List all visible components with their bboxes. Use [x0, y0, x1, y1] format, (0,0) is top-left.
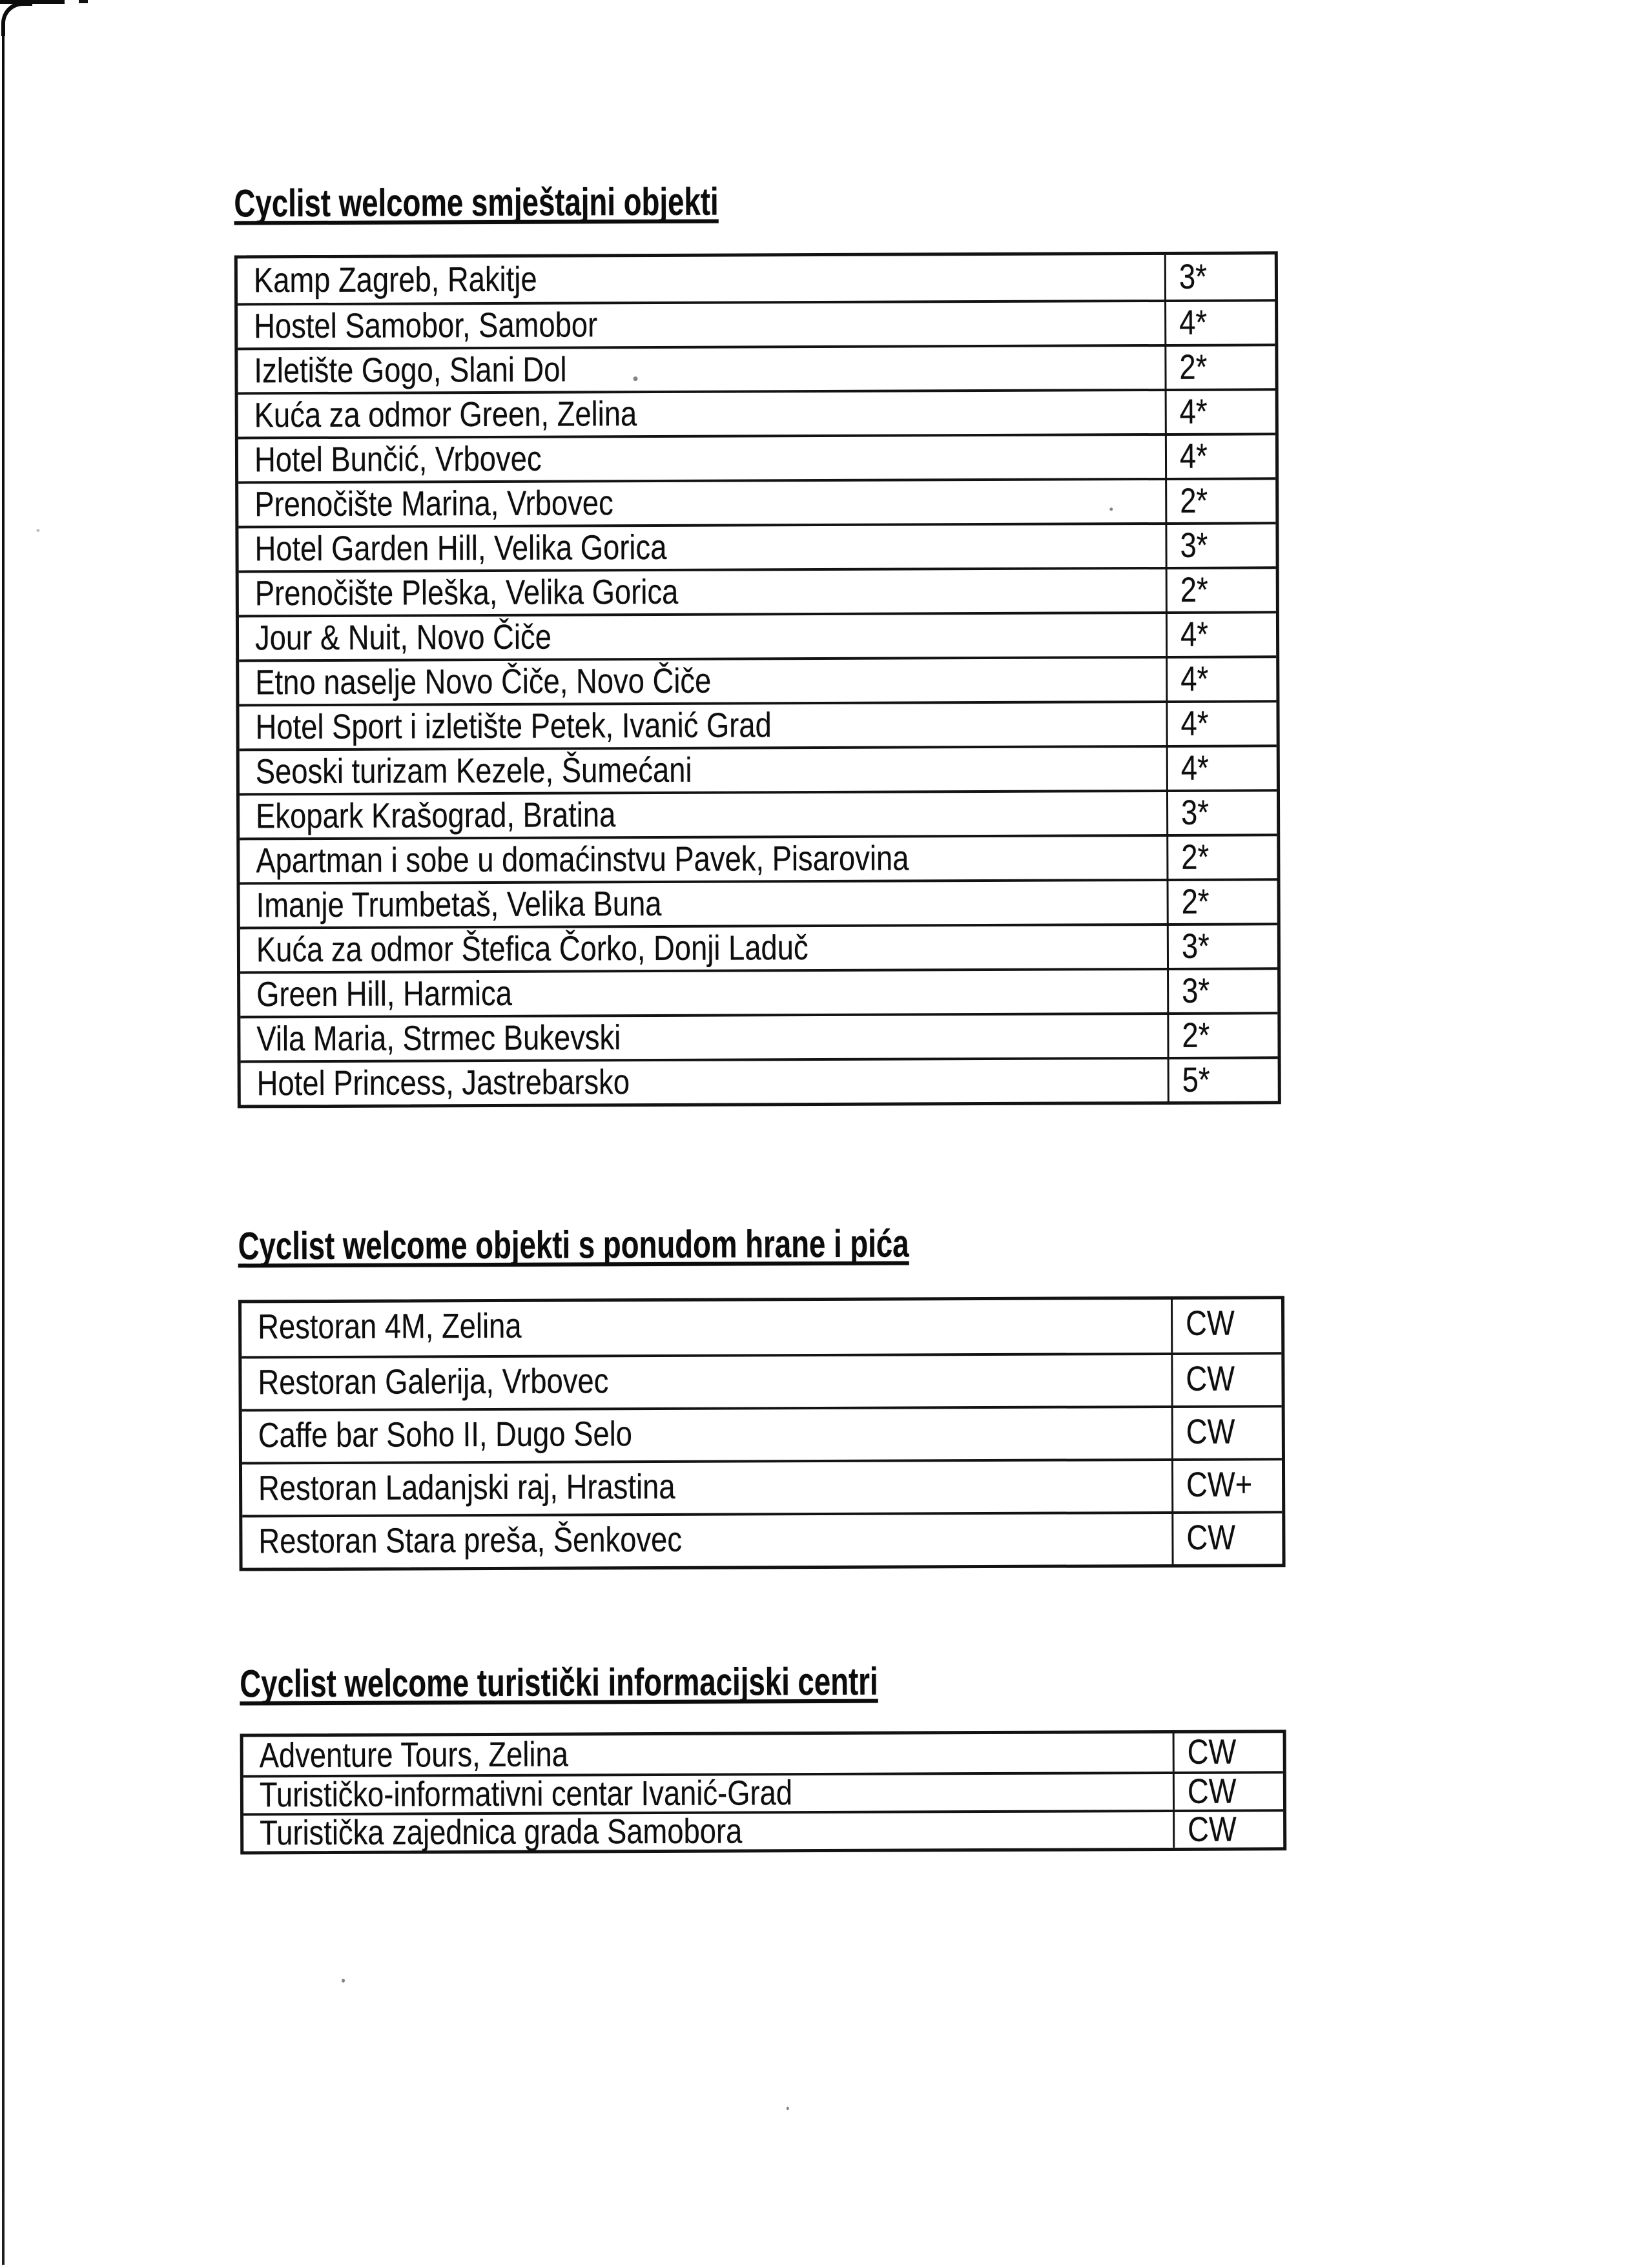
facility-name: Jour & Nuit, Novo Čiče	[254, 617, 551, 658]
rating-cell	[1171, 1299, 1281, 1353]
facility-name-cell	[238, 480, 1165, 526]
facility-name-cell	[242, 1300, 1171, 1356]
facility-name: Caffe bar Soho II, Dugo Selo	[258, 1415, 633, 1455]
scan-noise-speck	[633, 376, 638, 381]
section-heading-tourist-info	[240, 1658, 1080, 1706]
table-row	[240, 878, 1277, 926]
facility-name: Kuća za odmor Green, Zelina	[254, 394, 637, 435]
rating-cell	[1166, 658, 1276, 700]
rating-cell	[1166, 702, 1276, 745]
section-heading-food-drink	[238, 1220, 1121, 1268]
facility-name-cell	[238, 302, 1164, 348]
rating-cell	[1165, 391, 1275, 433]
facility-name: Vila Maria, Strmec Bukevski	[256, 1018, 621, 1059]
facility-name-cell	[240, 926, 1167, 972]
facility-name: Seoski turizam Kezele, Šumećani	[255, 750, 692, 792]
facility-name: Restoran Stara preša, Šenkovec	[258, 1520, 683, 1561]
rating-cell	[1166, 836, 1277, 879]
table-row	[242, 1405, 1282, 1462]
rating-cell	[1165, 480, 1275, 522]
facility-name-cell	[238, 347, 1164, 393]
table-row	[238, 254, 1275, 303]
tourist-info-table	[240, 1730, 1287, 1854]
facility-name: Hotel Bunčić, Vrbovec	[254, 439, 542, 480]
rating-value: CW	[1186, 1303, 1235, 1343]
facility-name-cell	[242, 1514, 1171, 1568]
facility-name-cell	[238, 436, 1165, 482]
facility-name: Restoran Ladanjski raj, Hrastina	[258, 1467, 675, 1508]
facility-name: Kuća za odmor Štefica Čorko, Donji Laduč	[256, 928, 809, 970]
facility-name: Green Hill, Harmica	[256, 974, 513, 1014]
table-row	[238, 477, 1275, 526]
facility-name: Apartman i sobe u domaćinstvu Pavek, Pisarovina	[256, 839, 909, 881]
rating-value: 2*	[1181, 882, 1210, 922]
table-row	[238, 388, 1275, 436]
rating-cell	[1167, 881, 1277, 923]
rating-value: 2*	[1182, 1016, 1210, 1056]
table-row	[240, 923, 1277, 971]
facility-name: Prenočište Pleška, Velika Gorica	[254, 573, 679, 613]
facility-name: Prenočište Marina, Vrbovec	[254, 484, 613, 524]
facility-name-cell	[242, 1461, 1171, 1515]
facility-name: Adventure Tours, Zelina	[259, 1735, 569, 1775]
rating-cell	[1171, 1513, 1282, 1564]
facility-name-cell	[240, 1015, 1167, 1061]
facility-name-cell	[242, 1408, 1171, 1462]
rating-value: 5*	[1182, 1060, 1210, 1100]
rating-cell	[1168, 1059, 1278, 1101]
rating-cell	[1166, 747, 1277, 790]
facility-name-cell	[243, 1812, 1173, 1852]
rating-value: CW	[1187, 1772, 1237, 1812]
rating-cell	[1164, 301, 1275, 344]
table-row	[242, 1352, 1281, 1409]
rating-cell	[1171, 1407, 1282, 1458]
rating-value: 4*	[1179, 392, 1208, 432]
rating-value: 3*	[1180, 526, 1208, 566]
scan-noise-speck	[342, 1979, 345, 1983]
section-heading-text: Cyclist welcome objekti s ponudom hrane i pića	[238, 1221, 909, 1268]
facility-name: Restoran 4M, Zelina	[258, 1306, 522, 1347]
rating-value: 4*	[1179, 303, 1208, 343]
rating-value: CW	[1186, 1518, 1236, 1557]
rating-cell	[1173, 1773, 1283, 1810]
rating-value: CW	[1186, 1412, 1235, 1451]
section-heading-text: Cyclist welcome turistički informacijski centri	[240, 1659, 878, 1706]
rating-value: 4*	[1180, 615, 1209, 655]
facility-name-cell	[238, 391, 1165, 437]
section-heading-text: Cyclist welcome smještajni objekti	[234, 179, 719, 225]
facility-name-cell	[239, 703, 1166, 749]
rating-cell	[1173, 1812, 1283, 1848]
rating-value: 3*	[1182, 971, 1210, 1011]
table-row	[238, 522, 1275, 570]
rating-cell	[1171, 1460, 1282, 1511]
rating-cell	[1167, 1014, 1277, 1057]
rating-cell	[1171, 1354, 1281, 1405]
rating-value: 4*	[1180, 659, 1209, 699]
table-row	[239, 566, 1276, 615]
scan-noise-speck	[36, 529, 39, 532]
facility-name-cell	[241, 1059, 1168, 1105]
facility-name-cell	[243, 1733, 1173, 1775]
table-row	[240, 967, 1277, 1016]
table-row	[238, 299, 1275, 347]
rating-cell	[1166, 792, 1277, 834]
facility-name: Izletište Gogo, Slani Dol	[254, 350, 567, 391]
rating-cell	[1167, 925, 1277, 968]
facility-name: Turistička zajednica grada Samobora	[260, 1812, 743, 1853]
table-row	[239, 655, 1276, 704]
food-drink-table	[238, 1296, 1286, 1571]
table-row	[241, 1056, 1278, 1105]
rating-value: CW+	[1186, 1465, 1253, 1504]
facility-name-cell	[240, 970, 1167, 1016]
table-row	[239, 700, 1276, 748]
table-row	[243, 1809, 1283, 1851]
rating-value: 3*	[1179, 257, 1207, 297]
rating-value: 3*	[1180, 793, 1210, 833]
rating-cell	[1173, 1733, 1283, 1772]
table-row	[243, 1733, 1283, 1775]
facility-name-cell	[240, 748, 1166, 793]
facility-name: Hotel Garden Hill, Velika Gorica	[254, 528, 667, 569]
facility-name: Hotel Sport i izletište Petek, Ivanić Grad	[255, 706, 772, 747]
table-row	[242, 1299, 1281, 1356]
table-row	[243, 1771, 1283, 1813]
facility-name: Etno naselje Novo Čiče, Novo Čiče	[255, 661, 712, 702]
table-row	[238, 433, 1275, 481]
rating-cell	[1164, 346, 1275, 389]
rating-value: CW	[1186, 1359, 1235, 1398]
rating-cell	[1166, 569, 1276, 611]
table-row	[238, 343, 1275, 392]
facility-name: Ekopark Krašograd, Bratina	[255, 795, 616, 836]
facility-name: Restoran Galerija, Vrbovec	[258, 1362, 609, 1402]
scan-noise-speck	[1109, 507, 1113, 511]
rating-cell	[1164, 254, 1275, 300]
rating-cell	[1165, 435, 1275, 478]
facility-name-cell	[239, 569, 1166, 615]
rating-cell	[1166, 613, 1276, 656]
facility-name-cell	[238, 525, 1165, 571]
rating-value: 2*	[1179, 347, 1208, 387]
scan-noise-speck	[787, 2107, 789, 2110]
table-row	[242, 1458, 1282, 1515]
rating-value: 4*	[1180, 704, 1209, 744]
table-row	[240, 833, 1277, 882]
facility-name-cell	[242, 1355, 1171, 1409]
facility-name: Kamp Zagreb, Rakitje	[253, 260, 537, 300]
rating-value: 4*	[1179, 436, 1208, 476]
facility-name-cell	[239, 659, 1166, 704]
rating-cell	[1167, 970, 1277, 1012]
rating-cell	[1165, 524, 1275, 567]
table-row	[239, 611, 1276, 659]
facility-name: Hotel Princess, Jastrebarsko	[256, 1063, 630, 1103]
table-row	[240, 1012, 1277, 1060]
table-row	[240, 789, 1277, 837]
rating-value: 2*	[1180, 481, 1208, 521]
rating-value: CW	[1187, 1732, 1237, 1772]
facility-name-cell	[238, 255, 1164, 303]
table-row	[242, 1511, 1282, 1568]
rating-value: 2*	[1180, 570, 1208, 610]
rating-value: CW	[1188, 1810, 1237, 1850]
facility-name: Turističko-informativni centar Ivanić-Grad	[259, 1773, 793, 1815]
table-row	[240, 744, 1277, 793]
accommodations-table	[234, 251, 1281, 1108]
facility-name-cell	[240, 792, 1166, 838]
rating-value: 3*	[1181, 926, 1210, 966]
rating-value: 4*	[1180, 748, 1209, 788]
facility-name-cell	[240, 881, 1167, 927]
facility-name: Hostel Samobor, Samobor	[254, 305, 598, 346]
facility-name-cell	[239, 614, 1166, 660]
rating-value: 2*	[1181, 837, 1210, 877]
section-heading-accommodations	[234, 179, 871, 226]
facility-name-cell	[243, 1774, 1173, 1813]
facility-name-cell	[240, 837, 1166, 883]
facility-name: Imanje Trumbetaš, Velika Buna	[256, 884, 662, 925]
